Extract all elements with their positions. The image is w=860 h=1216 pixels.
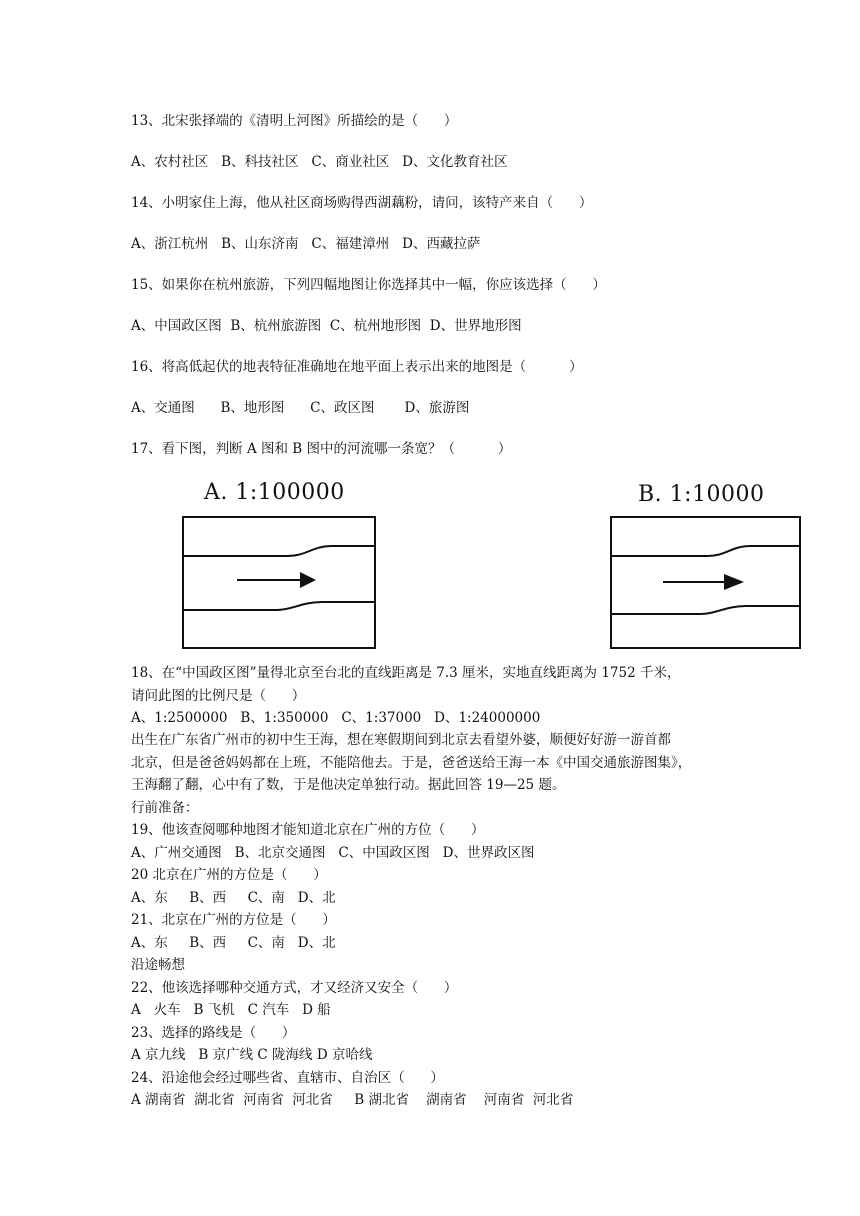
river-a-diagram [182, 510, 377, 650]
q20-stem: 20 北京在广州的方位是（ ） [131, 867, 327, 883]
q19-stem: 19、他该查阅哪种地图才能知道北京在广州的方位（ ） [131, 822, 485, 838]
q23-stem: 23、选择的路线是（ ） [131, 1025, 296, 1041]
river-a-bank-bottom [183, 602, 375, 610]
figure-a-scale-label: A. 1:100000 [204, 480, 345, 505]
map-a-frame [183, 517, 375, 648]
q15-options: A、中国政区图 B、杭州旅游图 C、杭州地形图 D、世界地形图 [131, 318, 522, 334]
q13-options: A、农村社区 B、科技社区 C、商业社区 D、文化教育社区 [131, 154, 508, 170]
river-b-bank-bottom [611, 606, 800, 614]
q23-options: A 京九线 B 京广线 C 陇海线 D 京哈线 [131, 1047, 373, 1063]
q14-options: A、浙江杭州 B、山东济南 C、福建漳州 D、西藏拉萨 [131, 236, 481, 252]
passage-line3: 王海翻了翻，心中有了数，于是他决定单独行动。据此回答 19—25 题。 [131, 777, 566, 793]
q13-stem: 13、北宋张择端的《清明上河图》所描绘的是（ ） [131, 113, 458, 129]
flow-arrow-b-head [724, 574, 744, 590]
q18-options: A、1:2500000 B、1:350000 C、1:37000 D、1:24000000 [131, 710, 541, 726]
q15-stem: 15、如果你在杭州旅游，下列四幅地图让你选择其中一幅，你应该选择（ ） [131, 277, 606, 293]
q16-stem: 16、将高低起伏的地表特征准确地在地平面上表示出来的地图是（ ） [131, 359, 583, 375]
q20-options: A、东 B、西 C、南 D、北 [131, 890, 336, 906]
passage-line2: 北京，但是爸爸妈妈都在上班，不能陪他去。于是，爸爸送给王海一本《中国交通旅游图集》， [131, 755, 692, 771]
section-heading-prep: 行前准备： [131, 800, 199, 816]
q24-options: A 湖南省 湖北省 河南省 河北省 B 湖北省 湖南省 河南省 河北省 [131, 1092, 574, 1108]
q19-options: A、广州交通图 B、北京交通图 C、中国政区图 D、世界政区图 [131, 845, 535, 861]
q22-options: A 火车 B 飞机 C 汽车 D 船 [131, 1002, 331, 1018]
q17-stem: 17、看下图，判断 A 图和 B 图中的河流哪一条宽？（ ） [131, 441, 512, 457]
q21-options: A、东 B、西 C、南 D、北 [131, 935, 336, 951]
map-figure-a [182, 478, 377, 650]
q14-stem: 14、小明家住上海，他从社区商场购得西湖藕粉，请问，该特产来自（ ） [131, 195, 593, 211]
river-b-diagram [608, 510, 803, 650]
q18-stem-line1: 18、在“中国政区图”量得北京至台北的直线距离是 7.3 厘米，实地直线距离为 1752 千米， [131, 665, 681, 681]
river-b-bank-top [611, 546, 800, 556]
figure-b-scale-label: B. 1:10000 [638, 482, 765, 507]
flow-arrow-a-head [300, 572, 316, 588]
q16-options: A、交通图 B、地形图 C、政区图 D、旅游图 [131, 400, 470, 416]
q21-stem: 21、北京在广州的方位是（ ） [131, 912, 336, 928]
passage-line1: 出生在广东省广州市的初中生王海，想在寒假期间到北京去看望外婆，顺便好好游一游首都 [131, 732, 671, 748]
river-a-bank-top [183, 546, 375, 556]
q22-stem: 22、他该选择哪种交通方式，才又经济又安全（ ） [131, 980, 458, 996]
map-figure-b [608, 480, 803, 652]
q18-stem-line2: 请问此图的比例尺是（ ） [131, 688, 306, 704]
section-heading-trip: 沿途畅想 [131, 957, 185, 973]
q24-stem: 24、沿途他会经过哪些省、直辖市、自治区（ ） [131, 1070, 444, 1086]
